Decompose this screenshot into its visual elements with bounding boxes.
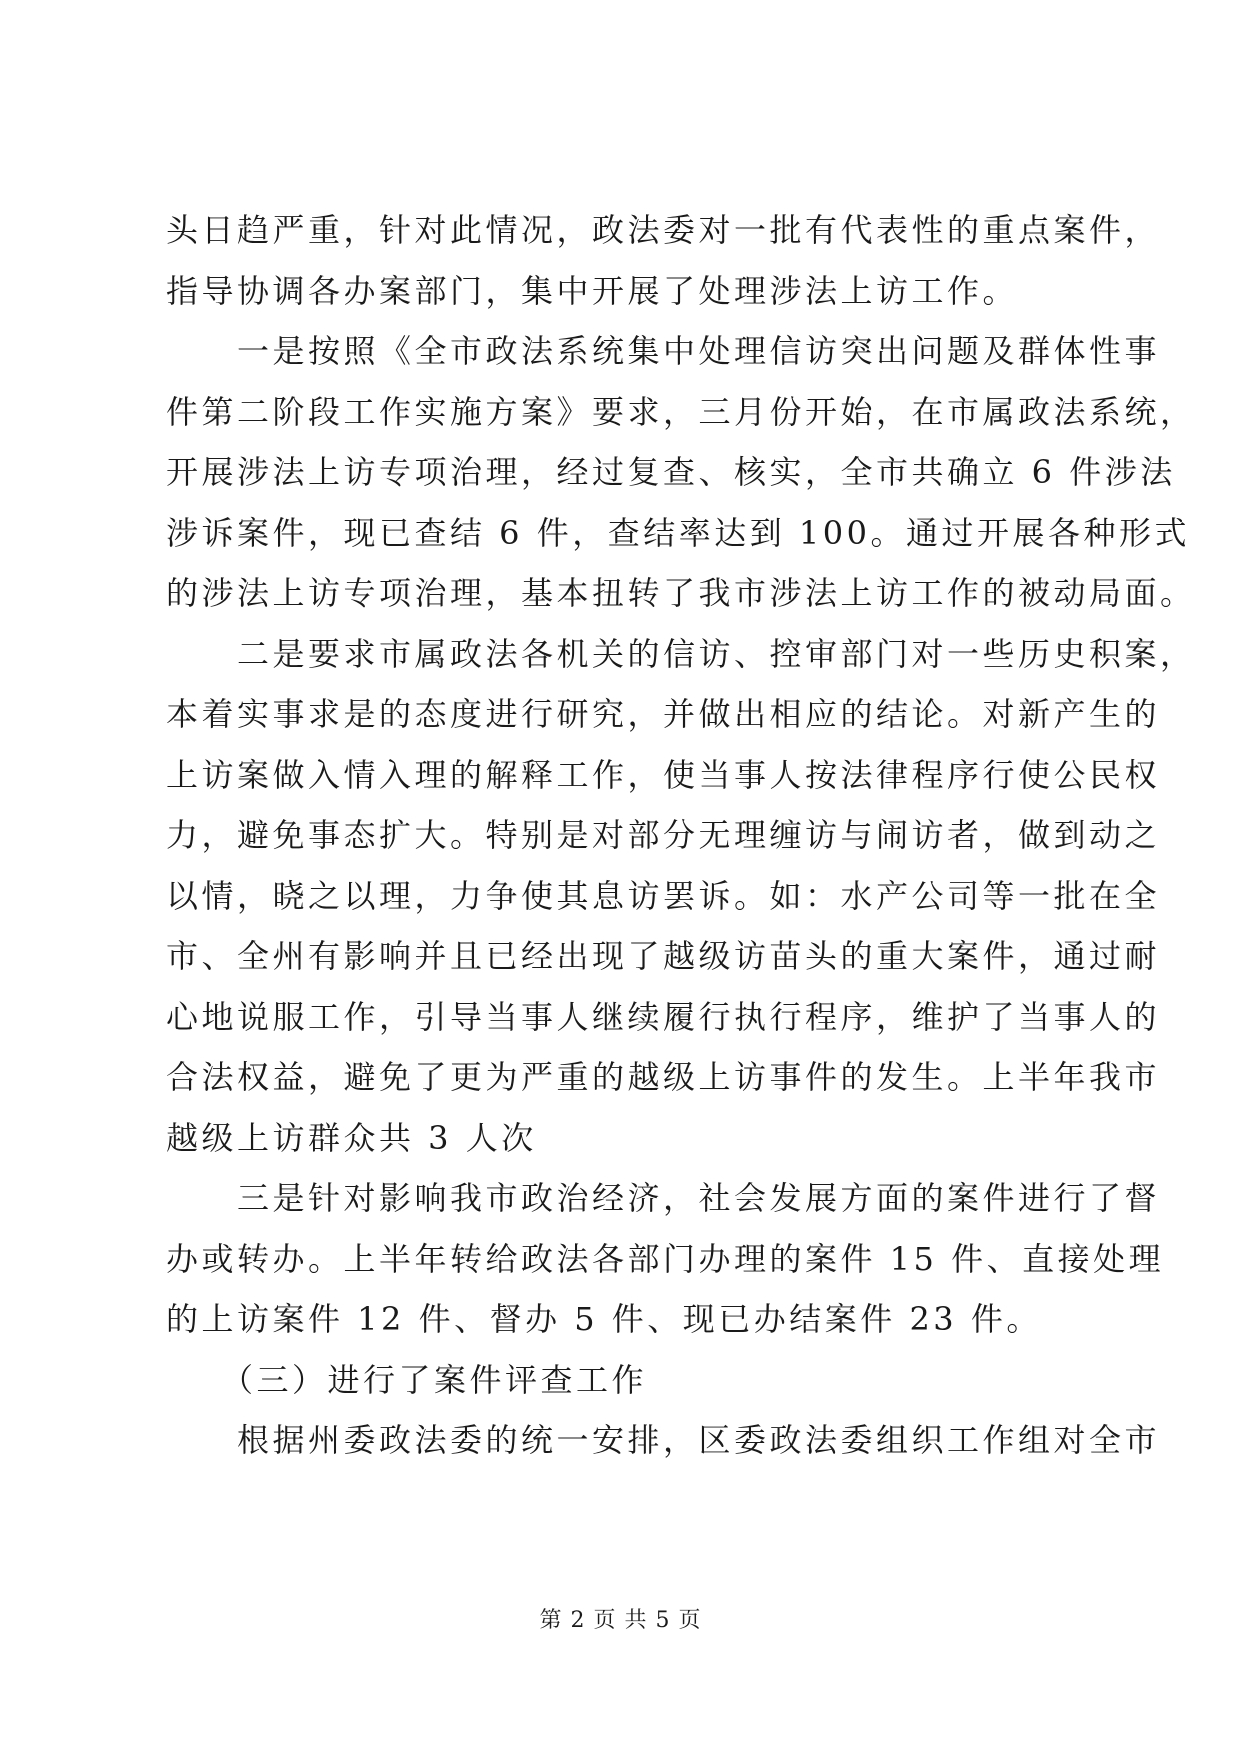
text-line: 上访案做入情入理的解释工作，使当事人按法律程序行使公民权 [166, 755, 1161, 794]
text-line: 涉诉案件，现已查结 6 件，查结率达到 100。通过开展各种形式 [166, 513, 1190, 552]
text-line: 办或转办。上半年转给政法各部门办理的案件 15 件、直接处理 [166, 1239, 1165, 1278]
text-line: 合法权益，避免了更为严重的越级上访事件的发生。上半年我市 [166, 1058, 1161, 1096]
text-line: 一是按照《全市政法系统集中处理信访突出问题及群体性事 [166, 332, 1161, 370]
document-body [166, 200, 1196, 1471]
text-line: 三是针对影响我市政治经济，社会发展方面的案件进行了督 [166, 1179, 1161, 1217]
text-line: 开展涉法上访专项治理，经过复查、核实，全市共确立 6 件涉法 [166, 453, 1176, 491]
text-line: 指导协调各办案部门，集中开展了处理涉法上访工作。 [166, 271, 1019, 310]
text-line: 根据州委政法委的统一安排，区委政法委组织工作组对全市 [166, 1421, 1161, 1459]
text-line: 的上访案件 12 件、督办 5 件、现已办结案件 23 件。 [166, 1300, 1042, 1338]
text-line: 以情，晓之以理，力争使其息访罢诉。如：水产公司等一批在全 [166, 876, 1161, 915]
text-line: 的涉法上访专项治理，基本扭转了我市涉法上访工作的被动局面。 [166, 574, 1196, 612]
text-line: 市、全州有影响并且已经出现了越级访苗头的重大案件，通过耐 [166, 937, 1161, 975]
text-line: 心地说服工作，引导当事人继续履行执行程序，维护了当事人的 [166, 997, 1161, 1036]
text-line: 二是要求市属政法各机关的信访、控审部门对一些历史积案， [166, 634, 1196, 673]
page-footer: 第 2 页 共 5 页 [539, 1608, 702, 1633]
text-line: 头日趋严重，针对此情况，政法委对一批有代表性的重点案件， [166, 211, 1161, 249]
text-line: 力，避免事态扩大。特别是对部分无理缠访与闹访者，做到动之 [166, 816, 1161, 854]
text-line: 件第二阶段工作实施方案》要求，三月份开始，在市属政法系统， [166, 392, 1196, 431]
text-line: 本着实事求是的态度进行研究，并做出相应的结论。对新产生的 [166, 695, 1161, 733]
section-heading: （三）进行了案件评查工作 [166, 1360, 648, 1399]
text-line: 越级上访群众共 3 人次 [166, 1118, 537, 1157]
